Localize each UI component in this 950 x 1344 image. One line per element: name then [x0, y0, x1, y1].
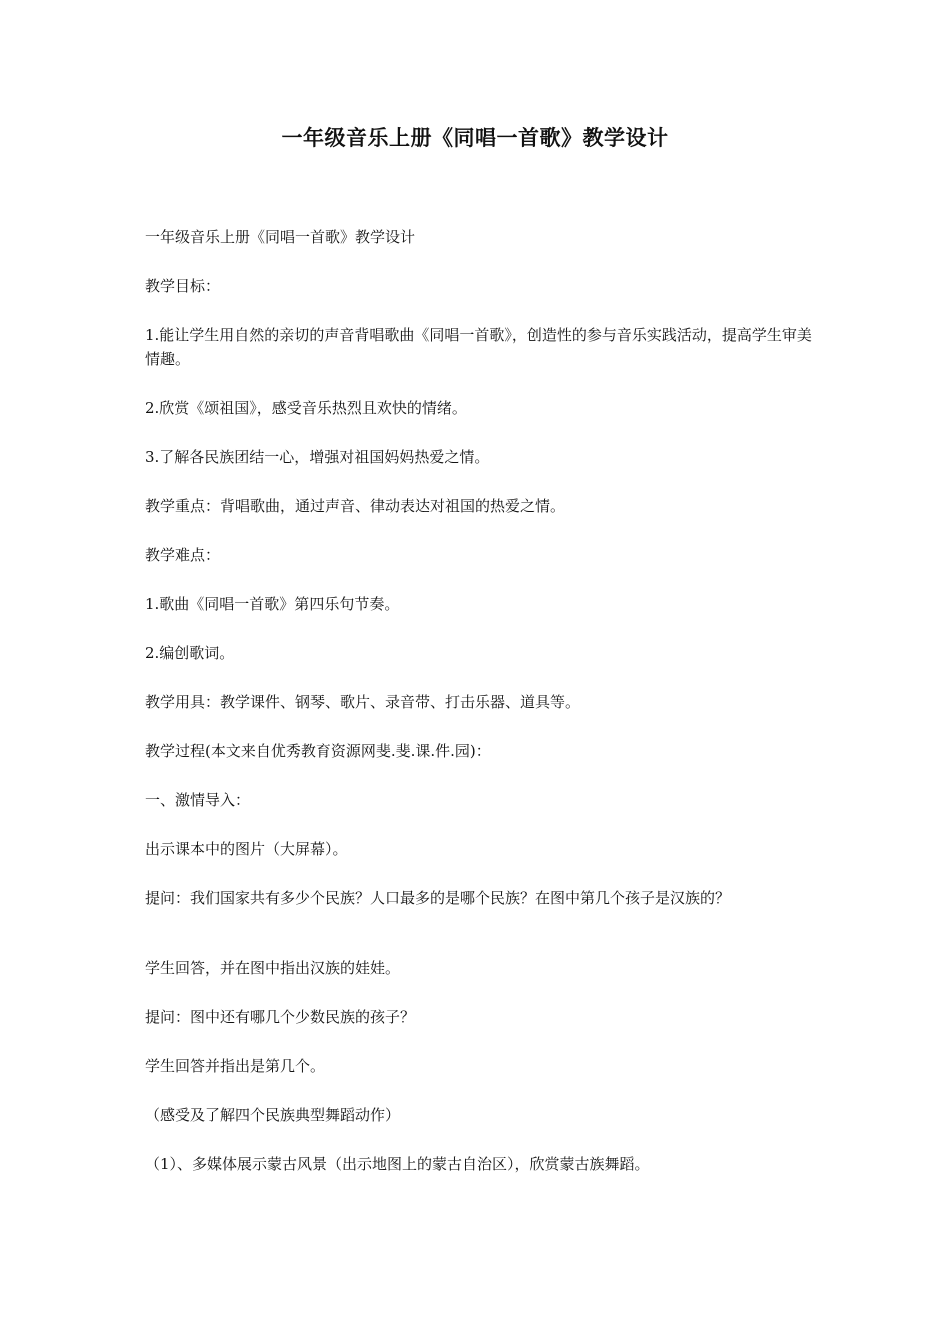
document-title: 一年级音乐上册《同唱一首歌》教学设计 — [281, 125, 669, 150]
paragraph: 出示课本中的图片（大屏幕）。 — [145, 840, 348, 858]
paragraph: 教学过程(本文来自优秀教育资源网斐.斐.课.件.园)： — [145, 742, 491, 760]
paragraph: 教学目标： — [145, 277, 221, 295]
paragraph: 一年级音乐上册《同唱一首歌》教学设计 — [145, 228, 416, 246]
paragraph: 一、激情导入： — [145, 791, 251, 809]
paragraph: 学生回答，并在图中指出汉族的娃娃。 — [145, 959, 401, 977]
paragraph: 教学重点：背唱歌曲，通过声音、律动表达对祖国的热爱之情。 — [145, 497, 566, 515]
paragraph: 2.欣赏《颂祖国》，感受音乐热烈且欢快的情绪。 — [145, 399, 467, 417]
paragraph: 学生回答并指出是第几个。 — [145, 1057, 326, 1075]
paragraph: （感受及了解四个民族典型舞蹈动作） — [145, 1106, 401, 1124]
paragraph: 提问：图中还有哪几个少数民族的孩子？ — [145, 1008, 416, 1026]
paragraph: 1.能让学生用自然的亲切的声音背唱歌曲《同唱一首歌》，创造性的参与音乐实践活动，提高学生审美情趣。 — [145, 326, 812, 368]
paragraph: 教学用具：教学课件、钢琴、歌片、录音带、打击乐器、道具等。 — [145, 693, 581, 711]
document-body — [145, 225, 815, 1201]
paragraph: （1）、多媒体展示蒙古风景（出示地图上的蒙古自治区），欣赏蒙古族舞蹈。 — [145, 1155, 650, 1173]
paragraph: 2.编创歌词。 — [145, 644, 235, 662]
paragraph: 3.了解各民族团结一心，增强对祖国妈妈热爱之情。 — [145, 448, 490, 466]
paragraph: 教学难点： — [145, 546, 221, 564]
paragraph: 提问：我们国家共有多少个民族？人口最多的是哪个民族？在图中第几个孩子是汉族的？ — [145, 889, 731, 907]
paragraph: 1.歌曲《同唱一首歌》第四乐句节奏。 — [145, 595, 400, 613]
